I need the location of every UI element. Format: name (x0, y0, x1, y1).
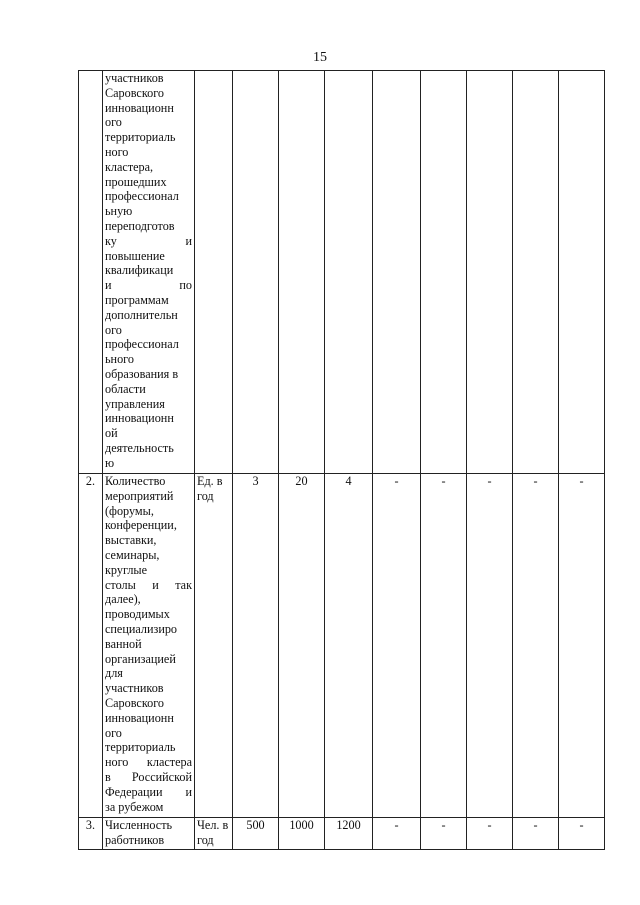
description-line: управления (105, 396, 165, 411)
value-cell: - (373, 474, 421, 818)
page-number: 15 (313, 50, 327, 65)
table-row (79, 71, 605, 474)
description-line: мероприятий (105, 488, 174, 503)
value-cell (325, 71, 373, 474)
description-line: ьного (105, 352, 134, 367)
row-number: 2. (79, 474, 103, 818)
description-line: специализиро (105, 621, 178, 636)
indicator-description (103, 474, 195, 818)
description-line: проводимых (105, 607, 170, 622)
description-line: Численность (105, 818, 173, 832)
value-cell (373, 71, 421, 474)
description-line: ьную (105, 204, 133, 219)
value-cell (279, 71, 325, 474)
description-line: работников (105, 832, 165, 847)
description-line: ванной (105, 636, 142, 651)
row-number: 3. (79, 818, 103, 850)
value-cell: - (467, 474, 513, 818)
description-line: области (105, 381, 146, 396)
description-line: инновационн (105, 100, 174, 115)
value-cell: 1000 (279, 818, 325, 850)
description-line: (форумы, (105, 503, 154, 518)
description-line: инновационн (105, 710, 174, 725)
description-line: территориаль (105, 130, 176, 145)
description-line: столы и так (105, 577, 192, 592)
value-cell: - (559, 474, 605, 818)
description-line: ого (105, 115, 122, 130)
value-cell (233, 71, 279, 474)
unit-of-measure: Чел. в год (195, 818, 233, 850)
value-cell: - (559, 818, 605, 850)
table-row (79, 818, 605, 850)
indicator-description (103, 818, 195, 850)
description-line: территориаль (105, 740, 176, 755)
value-cell: 500 (233, 818, 279, 850)
value-cell: 4 (325, 474, 373, 818)
value-cell: - (421, 818, 467, 850)
value-cell: - (467, 818, 513, 850)
value-cell (421, 71, 467, 474)
description-line: ку и (105, 233, 192, 248)
description-line: для (105, 666, 123, 681)
description-lines (105, 71, 192, 471)
value-cell (513, 71, 559, 474)
value-cell: - (513, 474, 559, 818)
description-line: и по (105, 278, 192, 293)
description-line: Саровского (105, 85, 165, 100)
description-lines (105, 818, 192, 848)
description-line: ного кластера (105, 755, 192, 770)
description-line: квалификаци (105, 263, 174, 278)
indicator-description (103, 71, 195, 474)
value-cell: - (513, 818, 559, 850)
description-line: программам (105, 292, 169, 307)
description-line: переподготов (105, 218, 175, 233)
description-line: профессионал (105, 189, 179, 204)
value-cell: 3 (233, 474, 279, 818)
unit-of-measure (195, 71, 233, 474)
indicator-table (78, 70, 605, 850)
description-line: прошедших (105, 174, 167, 189)
description-line: деятельность (105, 440, 174, 455)
description-lines (105, 474, 192, 814)
description-line: дополнительн (105, 307, 178, 322)
description-line: конференции, (105, 518, 177, 533)
description-line: Количество (105, 474, 166, 488)
description-line: далее), (105, 592, 141, 607)
table-body (79, 71, 605, 850)
description-line: ю (105, 455, 115, 470)
value-cell: 20 (279, 474, 325, 818)
description-line: Саровского (105, 695, 165, 710)
value-cell: 1200 (325, 818, 373, 850)
description-line: профессионал (105, 337, 179, 352)
value-cell (559, 71, 605, 474)
description-line: инновационн (105, 411, 174, 426)
description-line: участников (105, 681, 164, 696)
description-line: Федерации и (105, 784, 192, 799)
description-line: организацией (105, 651, 176, 666)
value-cell: - (373, 818, 421, 850)
description-line: за рубежом (105, 799, 164, 814)
description-line: ого (105, 725, 122, 740)
row-number (79, 71, 103, 474)
description-line: круглые (105, 562, 148, 577)
description-line: ой (105, 426, 118, 441)
description-line: образования в (105, 366, 179, 381)
description-line: в Российской (105, 769, 192, 784)
table-row (79, 474, 605, 818)
description-line: кластера, (105, 159, 154, 174)
description-line: повышение (105, 248, 165, 263)
description-line: ого (105, 322, 122, 337)
description-line: участников (105, 71, 164, 85)
unit-of-measure: Ед. в год (195, 474, 233, 818)
value-cell: - (421, 474, 467, 818)
description-line: ного (105, 144, 129, 159)
value-cell (467, 71, 513, 474)
description-line: выставки, (105, 533, 157, 548)
description-line: семинары, (105, 547, 160, 562)
